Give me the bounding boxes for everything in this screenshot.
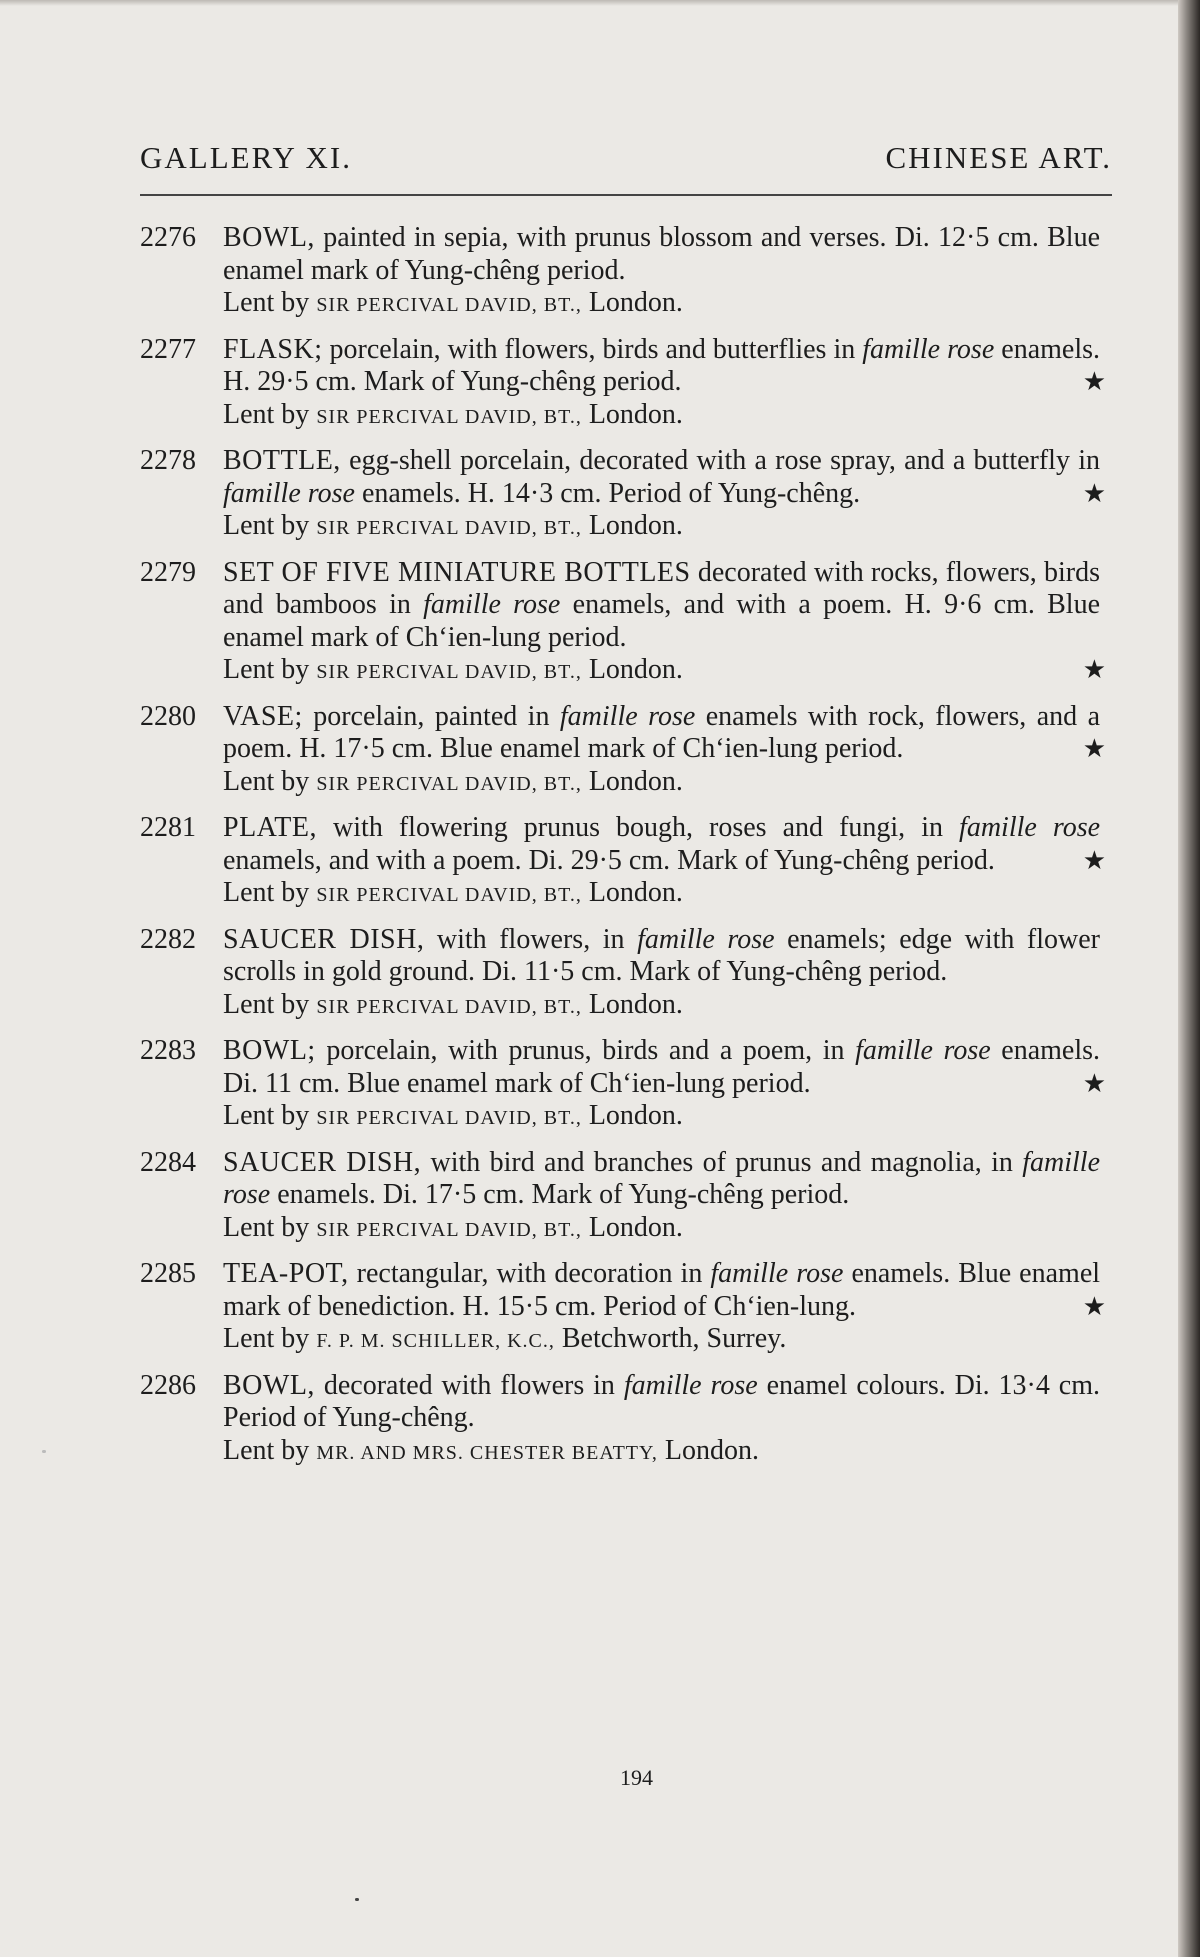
lender-name: SIR PERCIVAL DAVID, BT., bbox=[316, 661, 582, 683]
entry-text: enamels, and with a poem. H. 9·6 cm. Blue enamel mark of Ch‘ien-lung period. bbox=[223, 589, 1101, 653]
entry-lender-line bbox=[223, 654, 1106, 689]
star-icon: ★ bbox=[1082, 734, 1106, 763]
entry-title: PLATE, bbox=[223, 812, 317, 843]
entry-description bbox=[223, 812, 1106, 877]
lender-place: London. bbox=[588, 654, 683, 685]
lender-place: Betchworth, Surrey. bbox=[561, 1323, 787, 1354]
entry-number: 2281 bbox=[140, 812, 196, 843]
entry-number: 2286 bbox=[140, 1369, 196, 1401]
lender-name: SIR PERCIVAL DAVID, BT., bbox=[316, 1218, 582, 1241]
star-icon: ★ bbox=[1082, 845, 1106, 875]
lent-label: Lent by bbox=[223, 287, 310, 318]
lent-label: Lent by bbox=[223, 398, 310, 430]
entry-italic: famille rose bbox=[223, 477, 355, 509]
entry-body bbox=[223, 1258, 1124, 1358]
entry-number: 2285 bbox=[140, 1258, 196, 1289]
entry-title: BOWL, bbox=[223, 1369, 315, 1401]
entry-text: enamels, and with a poem. Di. 29·5 cm. Mark of Yung-chêng period. bbox=[223, 844, 995, 876]
entry-body bbox=[223, 812, 1124, 912]
entry-title: SAUCER DISH, bbox=[223, 1146, 422, 1178]
catalogue-entry bbox=[140, 445, 1124, 545]
entry-number: 2278 bbox=[140, 445, 196, 476]
entry-lender-line bbox=[223, 766, 1100, 801]
entry-number: 2283 bbox=[140, 1035, 196, 1066]
entry-lender-line bbox=[223, 877, 1100, 912]
entry-text: porcelain, painted in bbox=[313, 700, 550, 732]
paper-speck bbox=[355, 1898, 359, 1901]
lender-place: London. bbox=[588, 398, 683, 430]
entry-text: enamels. Di. 17·5 cm. Mark of Yung-chêng period. bbox=[277, 1179, 850, 1210]
catalogue-entry bbox=[140, 812, 1124, 912]
entry-description bbox=[223, 222, 1100, 287]
entry-description bbox=[223, 1147, 1100, 1212]
binding-gutter bbox=[1178, 0, 1200, 1957]
entry-text: with bird and branches of prunus and magnolia, in bbox=[430, 1146, 1013, 1178]
page-number: 194 bbox=[620, 1765, 653, 1790]
entry-description bbox=[223, 333, 1106, 399]
entry-italic: famille rose bbox=[559, 700, 696, 732]
lender-name: SIR PERCIVAL DAVID, BT., bbox=[316, 517, 582, 539]
entry-text: rectangular, with decoration in bbox=[356, 1258, 703, 1289]
entry-description bbox=[223, 700, 1106, 766]
lent-label: Lent by bbox=[223, 510, 310, 541]
catalogue-entries bbox=[140, 222, 1124, 1481]
catalogue-entry bbox=[140, 1147, 1124, 1247]
lender-place: London. bbox=[588, 287, 683, 318]
header-rule bbox=[140, 194, 1112, 196]
entry-title: SAUCER DISH, bbox=[223, 923, 425, 955]
star-icon: ★ bbox=[1082, 1068, 1106, 1098]
lender-name: MR. AND MRS. CHESTER BEATTY, bbox=[316, 1441, 658, 1464]
entry-text: enamels; edge with flower scrolls in gold ground. Di. 11·5 cm. Mark of Yung-chêng period. bbox=[223, 923, 1100, 987]
lender-name: SIR PERCIVAL DAVID, BT., bbox=[316, 995, 582, 1018]
lender-place: London. bbox=[588, 1211, 683, 1243]
star-icon: ★ bbox=[1082, 478, 1106, 508]
lender-place: London. bbox=[588, 510, 683, 541]
entry-lender-line bbox=[223, 1212, 1100, 1247]
entry-text: painted in sepia, with prunus blossom and verses. Di. 12·5 cm. Blue enamel mark of Yung-chêng period. bbox=[223, 222, 1101, 286]
entry-lender-line bbox=[223, 510, 1100, 545]
catalogue-entry bbox=[140, 557, 1124, 689]
entry-text: decorated with flowers in bbox=[323, 1369, 615, 1401]
entry-text: with flowering prunus bough, roses and fungi, in bbox=[333, 812, 943, 843]
entry-title: BOWL, bbox=[223, 222, 315, 253]
running-header bbox=[140, 140, 1112, 190]
entry-text: enamel colours. Di. 13·4 cm. Period of Yung-chêng. bbox=[223, 1369, 1100, 1433]
entry-body bbox=[223, 701, 1124, 801]
lent-label: Lent by bbox=[223, 765, 310, 797]
entry-description bbox=[223, 557, 1100, 655]
entry-text: decorated with rocks, flowers, birds and bamboos in bbox=[223, 556, 1101, 620]
entry-text: porcelain, with prunus, birds and a poem, in bbox=[326, 1035, 845, 1066]
entry-description bbox=[223, 1258, 1106, 1323]
lent-label: Lent by bbox=[223, 1100, 310, 1131]
lender-place: London. bbox=[588, 988, 683, 1020]
catalogue-entry bbox=[140, 1035, 1124, 1135]
entry-lender-line bbox=[223, 1435, 1100, 1470]
entry-number: 2276 bbox=[140, 222, 196, 253]
entry-number: 2282 bbox=[140, 923, 196, 955]
entry-italic: famille rose bbox=[855, 1035, 991, 1066]
entry-title: BOTTLE, bbox=[223, 445, 341, 476]
entry-text: enamels. H. 29·5 cm. Mark of Yung-chêng period. bbox=[223, 333, 1101, 397]
star-icon: ★ bbox=[1082, 655, 1106, 684]
entry-number: 2284 bbox=[140, 1146, 196, 1178]
entry-body bbox=[223, 334, 1124, 434]
lender-name: SIR PERCIVAL DAVID, BT., bbox=[316, 1107, 582, 1129]
entry-italic: famille rose bbox=[623, 1369, 758, 1401]
catalogue-entry bbox=[140, 924, 1124, 1024]
entry-number: 2277 bbox=[140, 333, 196, 365]
entry-body bbox=[223, 222, 1124, 322]
catalogue-entry bbox=[140, 1258, 1124, 1358]
entry-italic: famille rose bbox=[223, 1146, 1101, 1210]
entry-description bbox=[223, 924, 1100, 989]
lent-label: Lent by bbox=[223, 1211, 310, 1243]
entry-text: enamels. H. 14·3 cm. Period of Yung-chêng. bbox=[361, 477, 861, 509]
entry-title: TEA-POT, bbox=[223, 1258, 349, 1289]
entry-body bbox=[223, 1370, 1124, 1470]
catalogue-entry bbox=[140, 222, 1124, 322]
entry-description bbox=[223, 445, 1106, 510]
entry-lender-line bbox=[223, 1100, 1100, 1135]
entry-title: BOWL; bbox=[223, 1035, 316, 1066]
lender-name: SIR PERCIVAL DAVID, BT., bbox=[316, 772, 582, 795]
entry-body bbox=[223, 924, 1124, 1024]
lent-label: Lent by bbox=[223, 654, 310, 685]
lent-label: Lent by bbox=[223, 1434, 310, 1466]
entry-italic: famille rose bbox=[862, 333, 995, 365]
entry-text: egg-shell porcelain, decorated with a rose spray, and a butterfly in bbox=[349, 445, 1100, 476]
entry-description bbox=[223, 1035, 1106, 1100]
entry-lender-line bbox=[223, 287, 1100, 322]
lender-name: SIR PERCIVAL DAVID, BT., bbox=[316, 405, 582, 428]
entry-lender-line bbox=[223, 399, 1100, 434]
star-icon: ★ bbox=[1082, 1291, 1106, 1321]
lender-place: London. bbox=[588, 1100, 683, 1131]
lender-name: F. P. M. SCHILLER, K.C., bbox=[316, 1330, 555, 1352]
paper-speck bbox=[42, 1450, 46, 1453]
entry-number: 2279 bbox=[140, 556, 196, 588]
entry-italic: famille rose bbox=[423, 589, 561, 620]
lender-place: London. bbox=[664, 1434, 759, 1466]
lender-place: London. bbox=[588, 877, 683, 908]
star-icon: ★ bbox=[1082, 367, 1106, 396]
catalogue-entry bbox=[140, 1370, 1124, 1470]
entry-title: VASE; bbox=[223, 700, 303, 732]
entry-number: 2280 bbox=[140, 700, 196, 732]
entry-italic: famille rose bbox=[710, 1258, 844, 1289]
entry-text: enamels. Di. 11 cm. Blue enamel mark of Ch‘ien-lung period. bbox=[223, 1035, 1101, 1099]
lender-place: London. bbox=[588, 765, 683, 797]
header-gallery: GALLERY XI. bbox=[140, 140, 352, 175]
catalogue-entry bbox=[140, 334, 1124, 434]
entry-body bbox=[223, 1035, 1124, 1135]
header-section: CHINESE ART. bbox=[885, 140, 1112, 175]
entry-lender-line bbox=[223, 1323, 1100, 1358]
entry-title: SET OF FIVE MINIATURE BOTTLES bbox=[223, 556, 691, 588]
page-top-shadow bbox=[0, 0, 1178, 6]
entry-italic: famille rose bbox=[637, 923, 775, 955]
lender-name: SIR PERCIVAL DAVID, BT., bbox=[316, 294, 582, 316]
lent-label: Lent by bbox=[223, 877, 310, 908]
entry-text: with flowers, in bbox=[436, 923, 625, 955]
lender-name: SIR PERCIVAL DAVID, BT., bbox=[316, 884, 582, 906]
entry-text: enamels. Blue enamel mark of benediction. H. 15·5 cm. Period of Ch‘ien-lung. bbox=[223, 1258, 1101, 1322]
entry-text: enamels with rock, flowers, and a poem. H. 17·5 cm. Blue enamel mark of Ch‘ien-lung period. bbox=[223, 700, 1101, 764]
entry-body bbox=[223, 445, 1124, 545]
catalogue-entry bbox=[140, 701, 1124, 801]
entry-description bbox=[223, 1370, 1100, 1435]
entry-body bbox=[223, 1147, 1124, 1247]
entry-text: porcelain, with flowers, birds and butterflies in bbox=[329, 333, 856, 365]
lent-label: Lent by bbox=[223, 1323, 310, 1354]
entry-italic: famille rose bbox=[959, 812, 1101, 843]
lent-label: Lent by bbox=[223, 988, 310, 1020]
entry-title: FLASK; bbox=[223, 333, 323, 365]
entry-body bbox=[223, 557, 1124, 689]
entry-lender-line bbox=[223, 989, 1100, 1024]
